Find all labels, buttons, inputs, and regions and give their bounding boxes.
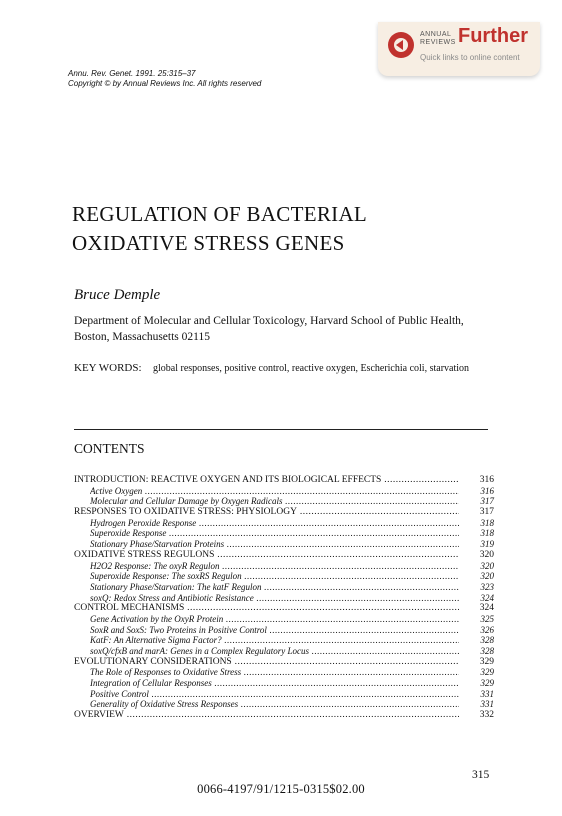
toc-entry-page: 328 (480, 635, 494, 646)
table-of-contents (74, 475, 494, 721)
toc-entry[interactable] (74, 646, 494, 657)
toc-entry-page: 329 (480, 667, 494, 678)
article-title (72, 200, 367, 258)
badge-brand-line2: REVIEWS (420, 39, 456, 46)
toc-entry[interactable] (74, 571, 494, 582)
title-line2: OXIDATIVE STRESS GENES (72, 231, 345, 255)
toc-entry-page: 317 (479, 507, 494, 518)
toc-entry-label: EVOLUTIONARY CONSIDERATIONS ..... (74, 657, 459, 668)
toc-entry[interactable] (74, 507, 494, 518)
toc-entry[interactable] (74, 582, 494, 593)
toc-entry-page: 331 (480, 699, 494, 710)
toc-entry-label: H2O2 Response: The oxyR Regulon ..... (90, 561, 459, 572)
section-divider (74, 429, 488, 430)
toc-entry[interactable] (74, 699, 494, 710)
toc-entry-page: 324 (480, 592, 494, 603)
toc-entry-page: 328 (480, 646, 494, 656)
author: Bruce Demple (74, 287, 161, 303)
toc-entry-label: Generality of Oxidative Stress Responses ..... (90, 699, 459, 710)
toc-entry[interactable] (74, 689, 494, 700)
further-arrow-icon (388, 32, 414, 58)
toc-entry-page: 318 (480, 517, 494, 528)
toc-entry-page: 320 (480, 571, 494, 582)
page-number: 315 (472, 769, 490, 781)
toc-entry[interactable] (74, 518, 494, 529)
title-line1: REGULATION OF BACTERIAL (72, 202, 368, 226)
toc-entry-label: Stationary Phase/Starvation Proteins ..... (90, 539, 459, 550)
toc-entry-label: OVERVIEW ..... (74, 710, 459, 721)
toc-entry-label: Gene Activation by the OxyR Protein ..... (90, 614, 459, 625)
toc-entry[interactable] (74, 710, 494, 721)
toc-entry[interactable] (74, 657, 494, 668)
toc-entry-page: 323 (480, 581, 494, 592)
toc-entry-page: 318 (480, 528, 494, 539)
toc-entry[interactable] (74, 528, 494, 539)
toc-entry-label: INTRODUCTION: REACTIVE OXYGEN AND ITS BIOLOGICAL EFFECTS ..... (74, 475, 459, 486)
toc-entry-label: Superoxide Response: The soxRS Regulon ..... (90, 571, 459, 582)
toc-entry-label: CONTROL MECHANISMS ..... (74, 603, 459, 614)
toc-entry-page: 319 (480, 539, 494, 550)
toc-entry-page: 329 (480, 678, 494, 689)
toc-entry[interactable] (74, 614, 494, 625)
contents-heading: CONTENTS (74, 441, 145, 456)
toc-entry[interactable] (74, 678, 494, 689)
toc-entry-page: 317 (480, 496, 494, 507)
toc-entry-page: 332 (479, 710, 494, 721)
keywords-text: global responses, positive control, reactive oxygen, Escherichia coli, starvation (153, 363, 470, 374)
toc-entry[interactable] (74, 593, 494, 604)
affiliation (74, 313, 514, 345)
badge-subtitle: Quick links to online content (420, 53, 520, 62)
toc-entry[interactable] (74, 486, 494, 497)
toc-entry[interactable] (74, 496, 494, 507)
toc-entry-label: Integration of Cellular Responses ..... (90, 678, 459, 689)
toc-entry-label: OXIDATIVE STRESS REGULONS ..... (74, 550, 459, 561)
toc-entry-page: 329 (479, 656, 494, 667)
citation-line1: Annu. Rev. Genet. 1991. 25:315–37 (68, 69, 196, 78)
annual-reviews-further-badge[interactable] (378, 22, 540, 76)
price-code: 0066-4197/91/1215-0315$02.00 (197, 782, 365, 796)
toc-entry[interactable] (74, 561, 494, 572)
affiliation-line1: Department of Molecular and Cellular Toxicology, Harvard School of Public Health, (74, 315, 464, 327)
toc-entry[interactable] (74, 475, 494, 486)
toc-entry[interactable] (74, 550, 494, 561)
toc-entry-label: KatF: An Alternative Sigma Factor? ..... (90, 635, 459, 646)
toc-entry-label: Stationary Phase/Starvation: The katF Regulon ..... (90, 582, 459, 593)
citation (68, 69, 261, 89)
toc-entry-page: 324 (479, 603, 494, 614)
toc-entry[interactable] (74, 667, 494, 678)
toc-entry-label: Superoxide Response ..... (90, 528, 459, 539)
toc-entry-label: soxQ: Redox Stress and Antibiotic Resistance ..... (90, 593, 459, 604)
toc-entry-page: 326 (480, 624, 494, 635)
toc-entry-label: soxQ/cfxB and marA: Genes in a Complex Regulatory Locus ..... (90, 646, 459, 657)
toc-entry[interactable] (74, 539, 494, 550)
toc-entry[interactable] (74, 603, 494, 614)
toc-entry-label: Molecular and Cellular Damage by Oxygen Radicals ..... (90, 496, 459, 507)
toc-entry[interactable] (74, 625, 494, 636)
toc-entry-page: 325 (480, 613, 494, 624)
toc-entry-label: Positive Control ..... (90, 689, 459, 700)
badge-brand (420, 31, 456, 47)
toc-entry-page: 316 (479, 475, 494, 485)
toc-entry-label: SoxR and SoxS: Two Proteins in Positive Control ..... (90, 625, 459, 636)
citation-line2: Copyright © by Annual Reviews Inc. All rights reserved (68, 79, 262, 88)
badge-further-label: Further (458, 25, 528, 47)
badge-brand-line1: ANNUAL (420, 31, 452, 38)
toc-entry-label: RESPONSES TO OXIDATIVE STRESS: PHYSIOLOGY ..... (74, 507, 459, 518)
toc-entry-label: Active Oxygen ..... (90, 486, 459, 497)
toc-entry-page: 331 (480, 688, 494, 699)
affiliation-line2: Boston, Massachusetts 02115 (74, 331, 210, 343)
toc-entry[interactable] (74, 635, 494, 646)
toc-entry-label: Hydrogen Peroxide Response ..... (90, 518, 459, 529)
keywords-label: KEY WORDS: (74, 362, 142, 374)
toc-entry-page: 320 (479, 549, 494, 560)
toc-entry-label: The Role of Responses to Oxidative Stress ..... (90, 667, 459, 678)
toc-entry-page: 316 (480, 485, 494, 496)
toc-entry-page: 320 (480, 560, 494, 571)
